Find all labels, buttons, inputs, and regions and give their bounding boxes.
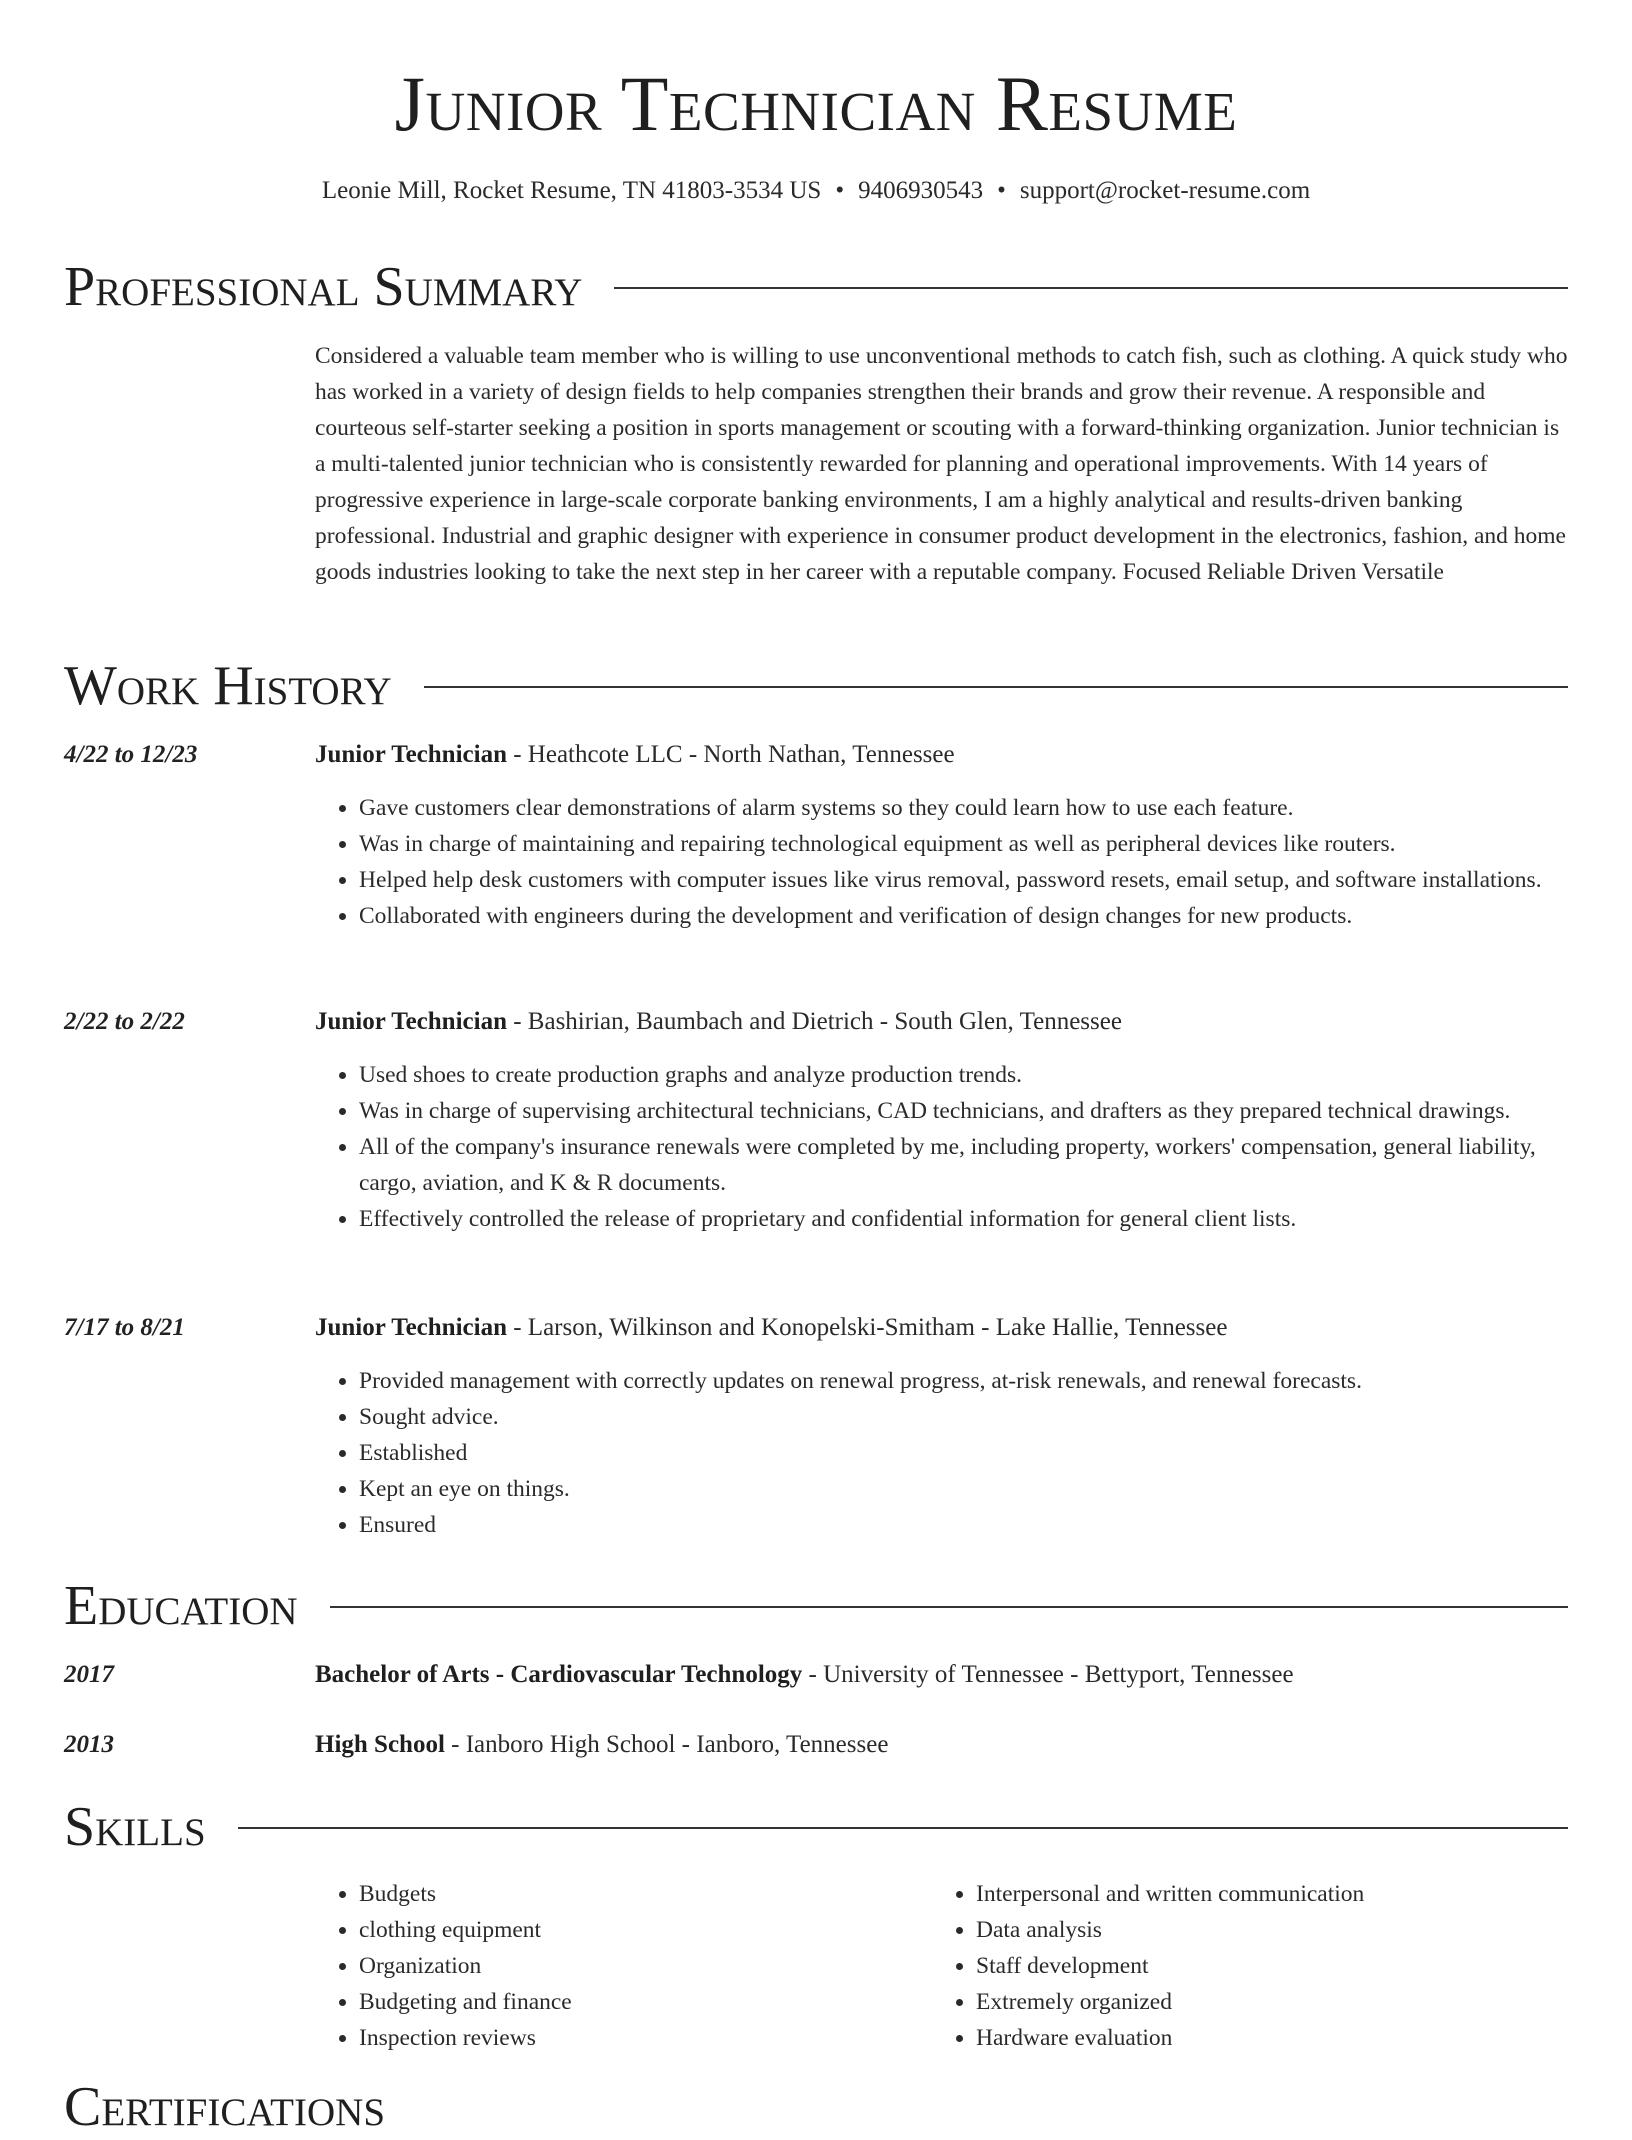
- education-section-header: [64, 1573, 1568, 1639]
- job-bullet: • Was in charge of supervising architectural technicians, CAD technicians, and drafters as they prepared technical drawings.: [359, 1093, 1589, 1129]
- job-bullet: • Sought advice.: [359, 1399, 1589, 1435]
- skill-item: • Inspection reviews: [359, 2020, 919, 2056]
- summary-section-header: [64, 254, 1568, 320]
- education-year: 2017: [64, 1661, 114, 1688]
- job-bullet: • Gave customers clear demonstrations of alarm systems so they could learn how to use each feature.: [359, 790, 1589, 826]
- certifications-heading: Certifications: [64, 2076, 386, 2138]
- job-bullet: • Used shoes to create production graphs and analyze production trends.: [359, 1057, 1589, 1093]
- job-role: Junior Technician: [315, 741, 507, 768]
- skill-item: • Organization: [359, 1948, 919, 1984]
- skill-item: • Interpersonal and written communication: [976, 1876, 1536, 1912]
- contact-email: support@rocket-resume.com: [1019, 177, 1311, 204]
- section-divider: [238, 1827, 1568, 1829]
- skill-item: • Staff development: [976, 1948, 1536, 1984]
- job-employer: - Bashirian, Baumbach and Dietrich - South Glen, Tennessee: [506, 1008, 1122, 1035]
- education-school: - Ianboro High School - Ianboro, Tennessee: [444, 1731, 889, 1758]
- work-heading: Work History: [64, 655, 392, 717]
- education-school: - University of Tennessee - Bettyport, Tennessee: [802, 1661, 1294, 1688]
- job-role: Junior Technician: [315, 1314, 507, 1341]
- skill-item: • Hardware evaluation: [976, 2020, 1536, 2056]
- job-title-line: [315, 1005, 1568, 1039]
- education-degree: High School: [315, 1731, 445, 1758]
- job-bullet: • Ensured: [359, 1507, 1589, 1543]
- job-dates: 2/22 to 2/22: [64, 1008, 185, 1035]
- work-section-header: [64, 653, 1568, 719]
- job-bullets: [315, 1057, 1589, 1237]
- education-line: [315, 1658, 1568, 1692]
- section-divider: [424, 686, 1568, 688]
- job-dates: 7/17 to 8/21: [64, 1314, 185, 1341]
- job-role: Junior Technician: [315, 1008, 507, 1035]
- summary-heading: Professional Summary: [64, 256, 583, 318]
- job-title-line: [315, 1311, 1568, 1345]
- skills-list-left: [315, 1876, 919, 2056]
- skills-list-right: [932, 1876, 1536, 2056]
- job-bullet: • Was in charge of maintaining and repairing technological equipment as well as peripheral devices like routers.: [359, 826, 1589, 862]
- job-employer: - Heathcote LLC - North Nathan, Tennessee: [506, 741, 955, 768]
- job-dates: 4/22 to 12/23: [64, 741, 198, 768]
- contact-phone: 9406930543: [858, 177, 984, 204]
- job-bullet: • Helped help desk customers with computer issues like virus removal, password resets, email setup, and software installations.: [359, 862, 1589, 898]
- job-title-line: [315, 738, 1568, 772]
- job-bullet: • Provided management with correctly updates on renewal progress, at-risk renewals, and renewal forecasts.: [359, 1363, 1589, 1399]
- job-employer: - Larson, Wilkinson and Konopelski-Smitham - Lake Hallie, Tennessee: [506, 1314, 1228, 1341]
- resume-title: Junior Technician Resume: [394, 60, 1238, 147]
- skill-item: • Budgets: [359, 1876, 919, 1912]
- skill-item: • clothing equipment: [359, 1912, 919, 1948]
- job-bullet: • Kept an eye on things.: [359, 1471, 1589, 1507]
- certifications-section-header: [64, 2074, 1568, 2140]
- contact-address: Leonie Mill, Rocket Resume, TN 41803-3534 US: [321, 177, 822, 204]
- job-bullet: • All of the company's insurance renewals were completed by me, including property, workers' compensation, general liability, cargo, aviation, and K & R documents.: [359, 1129, 1589, 1201]
- section-divider: [330, 1606, 1568, 1608]
- job-bullets: [315, 790, 1589, 934]
- education-heading: Education: [64, 1575, 298, 1637]
- contact-line: [0, 174, 1632, 208]
- job-bullet: • Collaborated with engineers during the development and verification of design changes for new products.: [359, 898, 1589, 934]
- job-bullet: • Effectively controlled the release of proprietary and confidential information for general client lists.: [359, 1201, 1589, 1237]
- summary-text: Considered a valuable team member who is willing to use unconventional methods to catch fish, such as clothing. A quick study who has worked in a variety of design fields to help companies strengthen their brands and grow their revenue. A responsible and courteous self-starter seeking a position in sports management or scouting with a forward-thinking organization. Junior technician is a multi-talented junior technician who is consistently rewarded for planning and operational improvements. With 14 years of progressive experience in large-scale corporate banking environments, I am a highly analytical and results-driven banking professional. Industrial and graphic designer with experience in consumer product development in the electronics, fashion, and home goods industries looking to take the next step in her career with a reputable company. Focused Reliable Driven Versatile: [315, 343, 1568, 585]
- skill-item: • Data analysis: [976, 1912, 1536, 1948]
- education-line: [315, 1728, 1568, 1762]
- skills-section-header: [64, 1794, 1568, 1860]
- education-degree: Bachelor of Arts - Cardiovascular Technology: [315, 1661, 803, 1688]
- skill-item: • Budgeting and finance: [359, 1984, 919, 2020]
- skill-item: • Extremely organized: [976, 1984, 1536, 2020]
- contact-separator: •: [835, 177, 845, 204]
- job-bullets: [315, 1363, 1589, 1543]
- contact-separator: •: [997, 177, 1006, 204]
- section-divider: [614, 287, 1568, 289]
- education-year: 2013: [64, 1731, 114, 1758]
- skills-heading: Skills: [64, 1796, 206, 1858]
- job-bullet: • Established: [359, 1435, 1589, 1471]
